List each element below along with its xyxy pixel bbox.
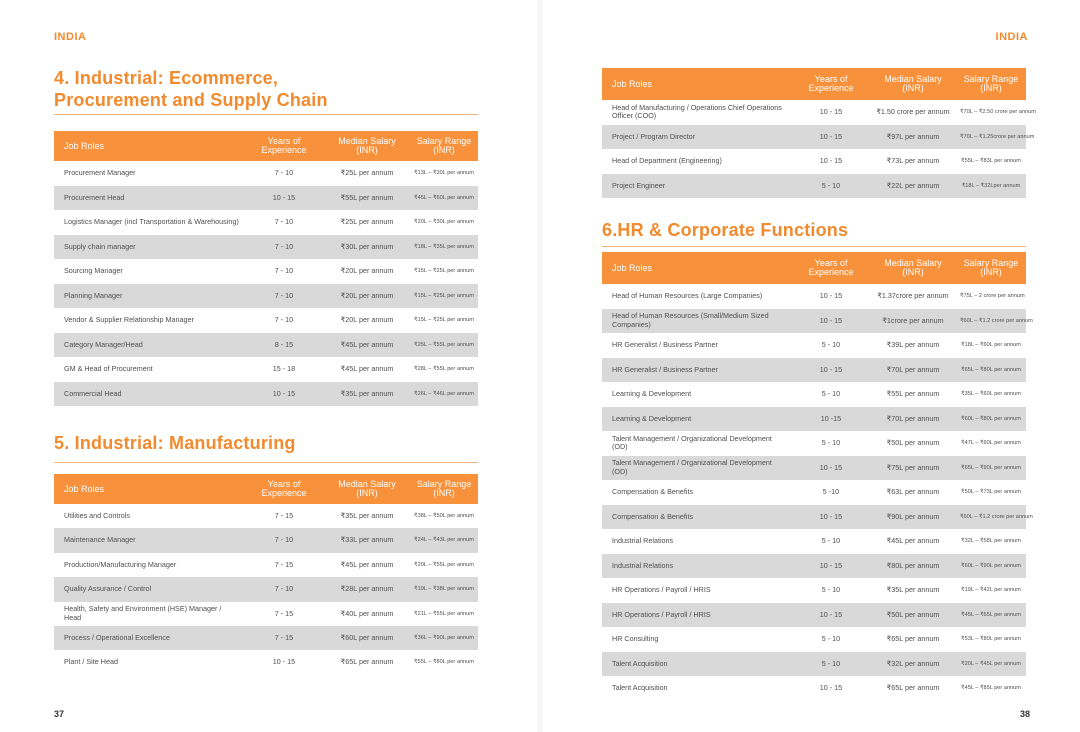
cell-salary-range: ₹15L – ₹25L per annum bbox=[410, 259, 478, 284]
table-header-row bbox=[54, 474, 478, 504]
section-4-title: 4. Industrial: Ecommerce, Procurement and Supply Chain bbox=[54, 68, 328, 110]
cell-median-salary: ₹35L per annum bbox=[324, 504, 410, 528]
cell-job-role: Compensation & Benefits bbox=[602, 505, 792, 530]
table-row bbox=[602, 382, 1026, 407]
salary-table-manufacturing-continued bbox=[602, 68, 1036, 198]
cell-job-role: HR Operations / Payroll / HRIS bbox=[602, 578, 792, 603]
cell-salary-range: ₹24L – ₹43L per annum bbox=[410, 528, 478, 552]
table-row bbox=[54, 333, 478, 358]
cell-median-salary: ₹30L per annum bbox=[324, 235, 410, 260]
cell-job-role: Project / Program Director bbox=[602, 125, 792, 150]
cell-years: 15 - 18 bbox=[244, 357, 324, 382]
cell-salary-range: ₹19L – ₹38L per annum bbox=[410, 577, 478, 601]
cell-years: 10 - 15 bbox=[244, 382, 324, 407]
header-years-of-experience: Years of Experience bbox=[792, 252, 870, 284]
cell-salary-range: ₹35L – ₹60L per annum bbox=[956, 382, 1026, 407]
cell-job-role: Maintenance Manager bbox=[54, 528, 244, 552]
cell-salary-range: ₹36L – ₹90L per annum bbox=[410, 626, 478, 650]
table-row bbox=[602, 603, 1026, 628]
cell-median-salary: ₹20L per annum bbox=[324, 284, 410, 309]
table-row bbox=[602, 174, 1026, 199]
cell-median-salary: ₹25L per annum bbox=[324, 161, 410, 186]
cell-years: 5 - 10 bbox=[792, 431, 870, 456]
cell-job-role: Production/Manufacturing Manager bbox=[54, 553, 244, 577]
table-row bbox=[54, 504, 478, 528]
table-row bbox=[602, 333, 1026, 358]
header-median-salary: Median Salary (INR) bbox=[324, 474, 410, 504]
cell-years: 10 - 15 bbox=[792, 505, 870, 530]
table-row bbox=[54, 577, 478, 601]
header-salary-range: Salary Range (INR) bbox=[956, 252, 1026, 284]
cell-years: 10 - 15 bbox=[244, 650, 324, 674]
cell-salary-range: ₹28L – ₹55L per annum bbox=[410, 357, 478, 382]
cell-years: 7 - 10 bbox=[244, 210, 324, 235]
salary-table-manufacturing bbox=[54, 474, 478, 675]
cell-median-salary: ₹70L per annum bbox=[870, 358, 956, 383]
header-median-salary: Median Salary (INR) bbox=[870, 68, 956, 100]
cell-salary-range: ₹60L – ₹1.2 crore per annum bbox=[956, 309, 1026, 334]
cell-years: 10 - 15 bbox=[792, 456, 870, 481]
cell-salary-range: ₹19L – ₹42L per annum bbox=[956, 578, 1026, 603]
header-years-of-experience: Years of Experience bbox=[244, 474, 324, 504]
cell-years: 7 - 15 bbox=[244, 553, 324, 577]
table-row bbox=[602, 505, 1026, 530]
cell-job-role: Head of Department (Engineering) bbox=[602, 149, 792, 174]
cell-salary-range: ₹15L – ₹25L per annum bbox=[410, 308, 478, 333]
cell-job-role: Talent Management / Organizational Development (OD) bbox=[602, 431, 792, 456]
cell-median-salary: ₹90L per annum bbox=[870, 505, 956, 530]
header-salary-range: Salary Range (INR) bbox=[410, 474, 478, 504]
cell-years: 5 - 10 bbox=[792, 382, 870, 407]
table-row bbox=[54, 357, 478, 382]
table-header-row bbox=[54, 131, 478, 161]
cell-median-salary: ₹55L per annum bbox=[324, 186, 410, 211]
cell-job-role: Head of Human Resources (Small/Medium Sized Companies) bbox=[602, 309, 792, 334]
section-6-title: 6.HR & Corporate Functions bbox=[602, 220, 849, 240]
header-years-of-experience: Years of Experience bbox=[792, 68, 870, 100]
cell-salary-range: ₹60L – ₹90L per annum bbox=[956, 554, 1026, 579]
cell-salary-range: ₹65L – ₹80L per annum bbox=[956, 358, 1026, 383]
cell-median-salary: ₹40L per annum bbox=[324, 602, 410, 626]
page-number: 38 bbox=[1019, 709, 1030, 719]
table-row bbox=[54, 284, 478, 309]
cell-salary-range: ₹26L – ₹46L per annum bbox=[410, 382, 478, 407]
cell-years: 7 - 10 bbox=[244, 528, 324, 552]
cell-job-role: Category Manager/Head bbox=[54, 333, 244, 358]
cell-years: 5 - 10 bbox=[792, 333, 870, 358]
header-job-roles: Job Roles bbox=[602, 252, 792, 284]
cell-years: 7 - 10 bbox=[244, 259, 324, 284]
cell-years: 10 - 15 bbox=[792, 358, 870, 383]
cell-salary-range: ₹38L – ₹50L per annum bbox=[410, 504, 478, 528]
cell-job-role: Supply chain manager bbox=[54, 235, 244, 260]
cell-median-salary: ₹55L per annum bbox=[870, 382, 956, 407]
cell-salary-range: ₹15L – ₹25L per annum bbox=[410, 284, 478, 309]
cell-median-salary: ₹75L per annum bbox=[870, 456, 956, 481]
cell-salary-range: ₹55L – ₹83L per annum bbox=[956, 149, 1026, 174]
cell-years: 8 - 15 bbox=[244, 333, 324, 358]
cell-job-role: Commercial Head bbox=[54, 382, 244, 407]
cell-median-salary: ₹70L per annum bbox=[870, 407, 956, 432]
cell-median-salary: ₹65L per annum bbox=[324, 650, 410, 674]
cell-median-salary: ₹33L per annum bbox=[324, 528, 410, 552]
cell-salary-range: ₹70L – ₹2.50 crore per annum bbox=[956, 100, 1026, 125]
table-row bbox=[602, 149, 1026, 174]
page-38 bbox=[540, 0, 1080, 732]
table-row bbox=[602, 309, 1026, 334]
cell-job-role: Process / Operational Excellence bbox=[54, 626, 244, 650]
cell-salary-range: ₹53L – ₹80L per annum bbox=[956, 627, 1026, 652]
cell-salary-range: ₹55L – ₹80L per annum bbox=[410, 650, 478, 674]
table-row bbox=[54, 626, 478, 650]
section-5-title: 5. Industrial: Manufacturing bbox=[54, 433, 296, 453]
cell-median-salary: ₹20L per annum bbox=[324, 259, 410, 284]
cell-years: 5 - 10 bbox=[792, 652, 870, 677]
cell-years: 7 - 10 bbox=[244, 308, 324, 333]
header-job-roles: Job Roles bbox=[54, 474, 244, 504]
cell-years: 7 - 10 bbox=[244, 284, 324, 309]
cell-job-role: Talent Management / Organizational Development (OD) bbox=[602, 456, 792, 481]
cell-median-salary: ₹35L per annum bbox=[324, 382, 410, 407]
cell-salary-range: ₹20L – ₹30L per annum bbox=[410, 210, 478, 235]
header-median-salary: Median Salary (INR) bbox=[870, 252, 956, 284]
table-header-row bbox=[602, 252, 1026, 284]
salary-table-ecommerce-procurement bbox=[54, 131, 478, 406]
cell-median-salary: ₹80L per annum bbox=[870, 554, 956, 579]
section-6-rule bbox=[602, 246, 1026, 247]
cell-years: 10 - 15 bbox=[792, 603, 870, 628]
cell-job-role: Quality Assurance / Control bbox=[54, 577, 244, 601]
table-row bbox=[54, 553, 478, 577]
table-row bbox=[602, 676, 1026, 701]
table-row bbox=[54, 382, 478, 407]
header-median-salary: Median Salary (INR) bbox=[324, 131, 410, 161]
table-row bbox=[602, 284, 1026, 309]
table-row bbox=[602, 407, 1026, 432]
cell-median-salary: ₹73L per annum bbox=[870, 149, 956, 174]
cell-median-salary: ₹1crore per annum bbox=[870, 309, 956, 334]
country-label: INDIA bbox=[54, 31, 87, 43]
cell-median-salary: ₹45L per annum bbox=[870, 529, 956, 554]
cell-median-salary: ₹28L per annum bbox=[324, 577, 410, 601]
cell-median-salary: ₹1.37crore per annum bbox=[870, 284, 956, 309]
cell-years: 10 - 15 bbox=[792, 554, 870, 579]
cell-job-role: HR Consulting bbox=[602, 627, 792, 652]
cell-years: 5 -10 bbox=[792, 480, 870, 505]
cell-job-role: HR Generalist / Business Partner bbox=[602, 333, 792, 358]
cell-years: 5 - 10 bbox=[792, 174, 870, 199]
cell-years: 7 - 15 bbox=[244, 626, 324, 650]
cell-years: 7 - 10 bbox=[244, 577, 324, 601]
cell-job-role: HR Operations / Payroll / HRIS bbox=[602, 603, 792, 628]
cell-salary-range: ₹45L – ₹60L per annum bbox=[410, 186, 478, 211]
cell-years: 5 - 10 bbox=[792, 529, 870, 554]
cell-years: 7 - 15 bbox=[244, 504, 324, 528]
cell-median-salary: ₹65L per annum bbox=[870, 627, 956, 652]
cell-job-role: Procurement Manager bbox=[54, 161, 244, 186]
table-row bbox=[602, 125, 1026, 150]
cell-median-salary: ₹50L per annum bbox=[870, 603, 956, 628]
cell-salary-range: ₹47L – ₹60L per annum bbox=[956, 431, 1026, 456]
cell-job-role: Learning & Development bbox=[602, 407, 792, 432]
cell-salary-range: ₹21L – ₹55L per annum bbox=[410, 602, 478, 626]
cell-salary-range: ₹18L – ₹60L per annum bbox=[956, 333, 1026, 358]
cell-years: 5 - 10 bbox=[792, 578, 870, 603]
cell-salary-range: ₹70L – ₹1.25crore per annum bbox=[956, 125, 1026, 150]
table-row bbox=[602, 456, 1026, 481]
cell-salary-range: ₹20L – ₹45L per annum bbox=[956, 652, 1026, 677]
table-row bbox=[602, 100, 1026, 125]
cell-job-role: Plant / Site Head bbox=[54, 650, 244, 674]
table-row bbox=[602, 358, 1026, 383]
cell-years: 10 - 15 bbox=[792, 309, 870, 334]
cell-job-role: Learning & Development bbox=[602, 382, 792, 407]
cell-median-salary: ₹45L per annum bbox=[324, 333, 410, 358]
cell-median-salary: ₹50L per annum bbox=[870, 431, 956, 456]
cell-years: 7 - 15 bbox=[244, 602, 324, 626]
table-row bbox=[602, 627, 1026, 652]
table-row bbox=[54, 186, 478, 211]
cell-job-role: Vendor & Supplier Relationship Manager bbox=[54, 308, 244, 333]
cell-job-role: Project Engineer bbox=[602, 174, 792, 199]
cell-median-salary: ₹39L per annum bbox=[870, 333, 956, 358]
cell-years: 10 - 15 bbox=[792, 149, 870, 174]
table-row bbox=[602, 652, 1026, 677]
salary-table-hr-corporate bbox=[602, 252, 1033, 701]
cell-years: 10 - 15 bbox=[244, 186, 324, 211]
cell-median-salary: ₹60L per annum bbox=[324, 626, 410, 650]
header-salary-range: Salary Range (INR) bbox=[410, 131, 478, 161]
cell-job-role: Talent Acquisition bbox=[602, 652, 792, 677]
cell-median-salary: ₹25L per annum bbox=[324, 210, 410, 235]
cell-salary-range: ₹60L – ₹80L per annum bbox=[956, 407, 1026, 432]
cell-job-role: Sourcing Manager bbox=[54, 259, 244, 284]
cell-median-salary: ₹63L per annum bbox=[870, 480, 956, 505]
cell-job-role: GM & Head of Procurement bbox=[54, 357, 244, 382]
table-row bbox=[54, 308, 478, 333]
cell-salary-range: ₹75L – 2 crore per annum bbox=[956, 284, 1026, 309]
cell-median-salary: ₹97L per annum bbox=[870, 125, 956, 150]
cell-years: 10 - 15 bbox=[792, 284, 870, 309]
table-row bbox=[602, 480, 1026, 505]
section-5-rule bbox=[54, 462, 478, 463]
cell-salary-range: ₹32L – ₹58L per annum bbox=[956, 529, 1026, 554]
cell-salary-range: ₹45L – ₹65L per annum bbox=[956, 603, 1026, 628]
cell-years: 5 - 10 bbox=[792, 627, 870, 652]
cell-median-salary: ₹65L per annum bbox=[870, 676, 956, 701]
table-row bbox=[54, 161, 478, 186]
cell-salary-range: ₹45L – ₹85L per annum bbox=[956, 676, 1026, 701]
cell-salary-range: ₹50L – ₹73L per annum bbox=[956, 480, 1026, 505]
cell-median-salary: ₹45L per annum bbox=[324, 357, 410, 382]
cell-median-salary: ₹20L per annum bbox=[324, 308, 410, 333]
table-row bbox=[54, 528, 478, 552]
cell-job-role: Logistics Manager (incl Transportation & Warehousing) bbox=[54, 210, 244, 235]
table-row bbox=[602, 431, 1026, 456]
cell-median-salary: ₹35L per annum bbox=[870, 578, 956, 603]
table-row bbox=[54, 650, 478, 674]
section-4-rule bbox=[54, 114, 478, 115]
cell-job-role: Head of Human Resources (Large Companies) bbox=[602, 284, 792, 309]
table-row bbox=[54, 602, 478, 626]
cell-years: 10 - 15 bbox=[792, 125, 870, 150]
header-years-of-experience: Years of Experience bbox=[244, 131, 324, 161]
cell-salary-range: ₹25L – ₹55L per annum bbox=[410, 333, 478, 358]
cell-job-role: Health, Safety and Environment (HSE) Manager / Head bbox=[54, 602, 244, 626]
header-job-roles: Job Roles bbox=[54, 131, 244, 161]
cell-salary-range: ₹13L – ₹30L per annum bbox=[410, 161, 478, 186]
cell-job-role: Talent Acquisition bbox=[602, 676, 792, 701]
table-row bbox=[54, 210, 478, 235]
cell-median-salary: ₹32L per annum bbox=[870, 652, 956, 677]
cell-median-salary: ₹45L per annum bbox=[324, 553, 410, 577]
cell-years: 10 - 15 bbox=[792, 676, 870, 701]
table-row bbox=[602, 578, 1026, 603]
cell-years: 7 - 10 bbox=[244, 161, 324, 186]
cell-salary-range: ₹65L – ₹90L per annum bbox=[956, 456, 1026, 481]
cell-job-role: Head of Manufacturing / Operations Chief Operations Officer (COO) bbox=[602, 100, 792, 125]
header-job-roles: Job Roles bbox=[602, 68, 792, 100]
cell-job-role: Planning Manager bbox=[54, 284, 244, 309]
cell-salary-range: ₹20L – ₹55L per annum bbox=[410, 553, 478, 577]
cell-median-salary: ₹22L per annum bbox=[870, 174, 956, 199]
table-row bbox=[54, 259, 478, 284]
cell-job-role: Procurement Head bbox=[54, 186, 244, 211]
cell-job-role: Industrial Relations bbox=[602, 529, 792, 554]
cell-job-role: Industrial Relations bbox=[602, 554, 792, 579]
cell-job-role: Utilities and Controls bbox=[54, 504, 244, 528]
cell-median-salary: ₹1.50 crore per annum bbox=[870, 100, 956, 125]
table-row bbox=[602, 554, 1026, 579]
cell-years: 7 - 10 bbox=[244, 235, 324, 260]
table-row bbox=[602, 529, 1026, 554]
cell-salary-range: ₹18L – ₹35L per annum bbox=[410, 235, 478, 260]
cell-salary-range: ₹60L – ₹1.2 crore per annum bbox=[956, 505, 1026, 530]
cell-salary-range: ₹18L – ₹32Lper annum bbox=[956, 174, 1026, 199]
page-number: 37 bbox=[54, 709, 65, 719]
cell-years: 10 -15 bbox=[792, 407, 870, 432]
cell-years: 10 - 15 bbox=[792, 100, 870, 125]
table-row bbox=[54, 235, 478, 260]
country-label: INDIA bbox=[995, 31, 1028, 43]
header-salary-range: Salary Range (INR) bbox=[956, 68, 1026, 100]
table-header-row bbox=[602, 68, 1026, 100]
cell-job-role: Compensation & Benefits bbox=[602, 480, 792, 505]
cell-job-role: HR Generalist / Business Partner bbox=[602, 358, 792, 383]
